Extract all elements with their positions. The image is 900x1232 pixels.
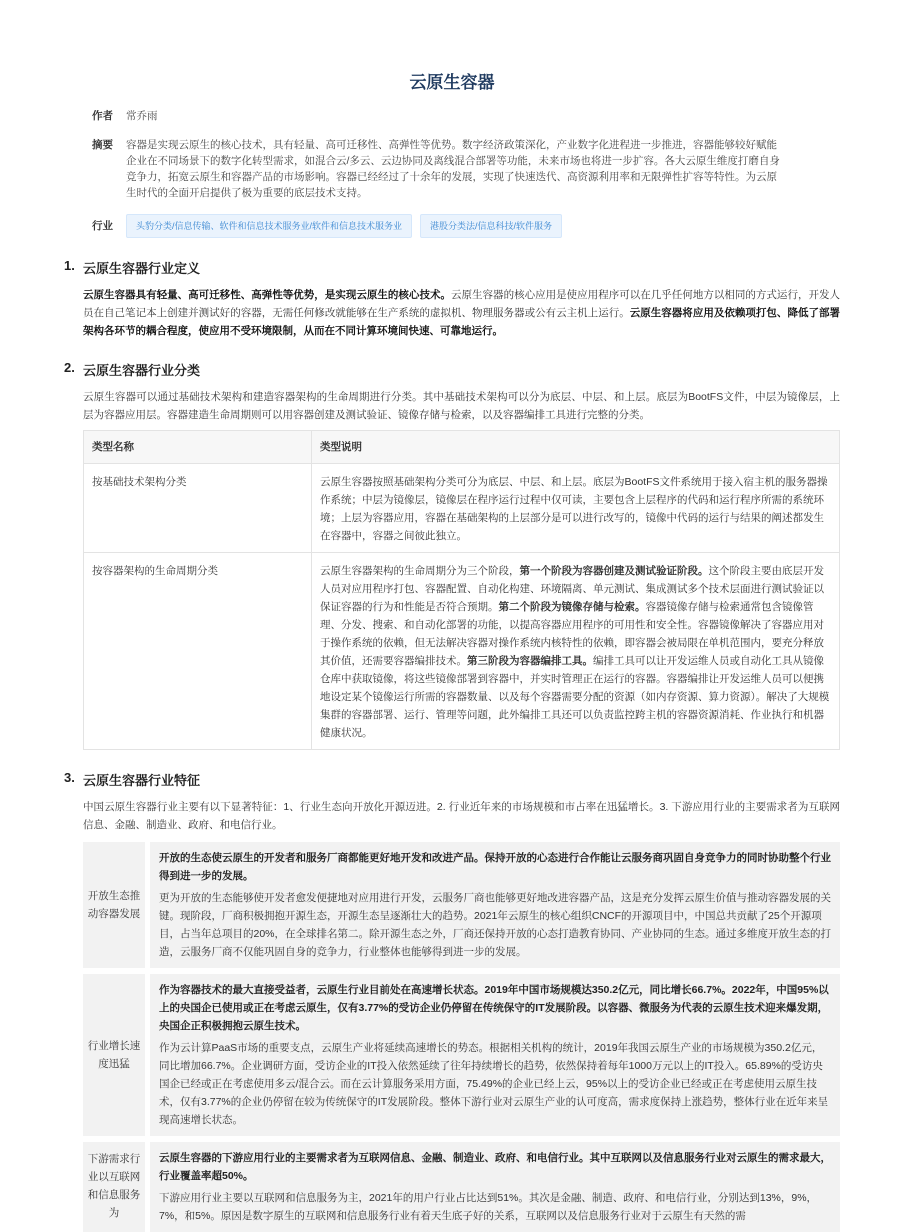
author-name: 常乔雨 xyxy=(126,110,158,122)
bold-text: 云原生容器将应用及依赖项打包、降低了部署架构各环节的耦合程度，使应用不受环境限制，从而在不同计算环境间快速、可靠地运行。 xyxy=(83,307,841,337)
body-text: 云原生容器的核心应用是使应用程序可以在几乎任何地方以相同的方式运行，开发人员在自己笔记本上创建并测试好的容器，无需任何修改就能够在生产系统的虚拟机、物理服务器或公有云主机上运行。 xyxy=(83,289,841,319)
industry-tags xyxy=(126,214,562,238)
author-row xyxy=(92,108,840,124)
feature-headline: 开放的生态使云原生的开发者和服务厂商都能更好地开发和改进产品。保持开放的心态进行合作能让云服务商巩固自身竞争力的同时协助整个行业得到进一步的发展。 xyxy=(159,852,831,882)
body-text: 云原生容器架构的生命周期分为三个阶段， xyxy=(320,565,520,577)
section-number: 3. xyxy=(64,770,75,785)
feature-label: 开放生态推动容器发展 xyxy=(83,842,145,968)
feature-list xyxy=(83,842,840,1232)
feature-headline: 云原生容器的下游应用行业的主要需求者为互联网信息、金融、制造业、政府、和电信行业。其中互联网以及信息服务行业对云原生的需求最大，行业覆盖率超50%。 xyxy=(159,1152,831,1182)
feature-text: 作为云计算PaaS市场的重要支点，云原生产业将延续高速增长的势态。根据相关机构的统计，2019年我国云原生产业的市场规模为350.2亿元，同比增加66.7%。企业调研方面，受访企业的IT投入依然延续了往年持续增长的趋势，依然保持着每年1000万元以上的IT投入。65.89%的受访央国企已经或正在考虑使用多云/混合云。而在云计算服务采用方面，75.49%的企业已经上云，95%以上的受访企业已经或正在考虑使用云原生技术，仅有3.77%的企业仍停留在较为传统保守的IT发展阶段。整体下游行业对云原生产业的认可度高，需求度保持上涨趋势，整体行业在近年来呈现高速增长状态。 xyxy=(159,1042,829,1126)
industry-tag[interactable]: 头豹分类/信息传输、软件和信息技术服务业/软件和信息技术服务业 xyxy=(126,214,412,238)
column-header: 类型名称 xyxy=(84,431,312,464)
feature-row xyxy=(83,1142,840,1232)
table-row xyxy=(84,553,840,750)
feature-row xyxy=(83,842,840,968)
feature-row xyxy=(83,974,840,1136)
section-number: 1. xyxy=(64,258,75,273)
table-header-row xyxy=(84,431,840,464)
body-text: 这个阶段主要由底层开发人员对应用程序打包、容器配置、自动化构建、环境隔离、单元测试、集成测试多个技术层面进行测试验证以保证容器的行为和性能是否符合预期。 xyxy=(320,565,824,613)
feature-body xyxy=(150,842,840,968)
abstract-label: 摘要 xyxy=(92,139,113,151)
column-header: 类型说明 xyxy=(312,431,840,464)
section-paragraph xyxy=(83,286,840,340)
bold-text: 第三阶段为容器编排工具。 xyxy=(467,655,593,667)
abstract-row xyxy=(92,137,840,201)
feature-body xyxy=(150,1142,840,1232)
type-desc-cell: 云原生容器按照基础架构分类可分为底层、中层、和上层。底层为BootFS文件系统用于接入宿主机的服务器操作系统；中层为镜像层，镜像层在程序运行过程中仅可读，主要包含上层程序的代码和运行程序所需的系统环境；上层为容器应用，容器在基础架构的上层部分是可以进行改写的，镜像中代码的运行与结果的阐述都发生在容器中，容器之间彼此独立。 xyxy=(312,464,840,553)
feature-label: 行业增长速度迅猛 xyxy=(83,974,145,1136)
industry-row xyxy=(92,214,840,238)
section-heading xyxy=(64,258,840,277)
page-title: 云原生容器 xyxy=(409,73,495,92)
feature-text: 下游应用行业主要以互联网和信息服务为主，2021年的用户行业占比达到51%。其次是金融、制造、政府、和电信行业，分别达到13%，9%，7%，和5%。原因是数字原生的互联网和信息服务行业有着天生底子好的关系，互联网以及信息服务行业对于云原生有天然的需 xyxy=(159,1192,818,1222)
feature-body xyxy=(150,974,840,1136)
section-title: 云原生容器行业特征 xyxy=(83,773,201,788)
body-text: 容器镜像存储与检索通常包含镜像管理、分发、搜索、和自动化部署的功能，以提高容器应用程序的可用性和安全性。容器镜像解决了容器应用对于操作系统的依赖，但无法解决容器对操作系统内核特性的依赖，即容器会被局限在单机范围内，要充分释放其价值，还需要容器编排技术。 xyxy=(320,601,824,667)
industry-tag[interactable]: 港股分类法/信息科技/软件服务 xyxy=(420,214,562,238)
feature-text: 更为开放的生态能够使开发者愈发便捷地对应用进行开发，云服务厂商也能够更好地改进容器产品，这是充分发挥云原生价值与推动容器发展的关键。现阶段，厂商积极拥抱开源生态，开源生态呈逐渐壮大的趋势。2021年云原生的核心组织CNCF的开源项目中，中国总共贡献了25个开源项目，占当年总项目的20%，在全球排名第二。除开源生态之外，厂商还保持开放的心态打造教育协同、产业协同的生态。通过多维度开放生态的打造，云服务厂商不仅能巩固自身的竞争力，行业整体也能够得到进一步的发展。 xyxy=(159,892,832,958)
section-paragraph: 中国云原生容器行业主要有以下显著特征：1、行业生态向开放化开源迈进。2. 行业近年来的市场规模和市占率在迅猛增长。3. 下游应用行业的主要需求者为互联网信息、金融、制造业、政府、和电信行业。 xyxy=(83,801,840,831)
section-number: 2. xyxy=(64,360,75,375)
feature-label: 下游需求行业以互联网和信息服务为 xyxy=(83,1142,145,1232)
section-heading xyxy=(64,360,840,379)
bold-text: 第一个阶段为容器创建及测试验证阶段。 xyxy=(519,565,709,577)
bold-text: 第二个阶段为镜像存储与检索。 xyxy=(498,601,646,613)
feature-headline: 作为容器技术的最大直接受益者，云原生行业目前处在高速增长状态。2019年中国市场规模达350.2亿元，同比增长66.7%。2022年，中国95%以上的央国企已使用或正在考虑云原生，仅有3.77%的受访企业仍停留在传统保守的IT发展阶段。以容器、微服务为代表的云原生技术迎来爆发期，央国企正积极拥抱云原生技术。 xyxy=(159,984,829,1032)
type-name-cell: 按容器架构的生命周期分类 xyxy=(84,553,312,750)
section-title: 云原生容器行业定义 xyxy=(83,261,201,276)
section-paragraph: 云原生容器可以通过基础技术架构和建造容器架构的生命周期进行分类。其中基础技术架构可以分为底层、中层、和上层。底层为BootFS文件，中层为镜像层，上层为容器应用层。容器建造生命周期则可以用容器创建及测试验证、镜像存储与检索，以及容器编排工具进行完整的分类。 xyxy=(83,391,840,421)
section-title: 云原生容器行业分类 xyxy=(83,363,201,378)
meta-block xyxy=(92,108,840,238)
classification-table xyxy=(83,430,840,750)
author-label: 作者 xyxy=(92,110,113,122)
body-text: 编排工具可以让开发运维人员或自动化工具从镜像仓库中获取镜像，将这些镜像部署到容器中，并实时管理正在运行的容器。容器编排让开发运维人员可以便携地设定某个镜像运行所需的容器数量、以及每个容器需要分配的资源（如内存资源、算力资源）。解决了大规模集群的容器部署、运行、管理等问题，此外编排工具还可以负责监控跨主机的容器资源消耗、作业执行和机器健康状况。 xyxy=(320,655,830,739)
abstract-text: 容器是实现云原生的核心技术，具有轻量、高可迁移性、高弹性等优势。数字经济政策深化，产业数字化进程进一步推进，容器能够较好赋能企业在不同场景下的数字化转型需求，如混合云/多云、云边协同及离线混合部署等功能，未来市场也将进一步扩容。各大云原生维度打磨自身竞争力，拓宽云原生和容器产品的市场影响。容器已经经过了十余年的发展，实现了快速迭代、高资源利用率和无限弹性扩容等特性。为云原生时代的全面开启提供了极为重要的底层技术支持。 xyxy=(126,139,780,199)
type-name-cell: 按基础技术架构分类 xyxy=(84,464,312,553)
table-row xyxy=(84,464,840,553)
section-heading xyxy=(64,770,840,789)
type-desc-cell xyxy=(312,553,840,750)
industry-label: 行业 xyxy=(92,220,113,232)
bold-text: 云原生容器具有轻量、高可迁移性、高弹性等优势，是实现云原生的核心技术。 xyxy=(83,289,451,301)
